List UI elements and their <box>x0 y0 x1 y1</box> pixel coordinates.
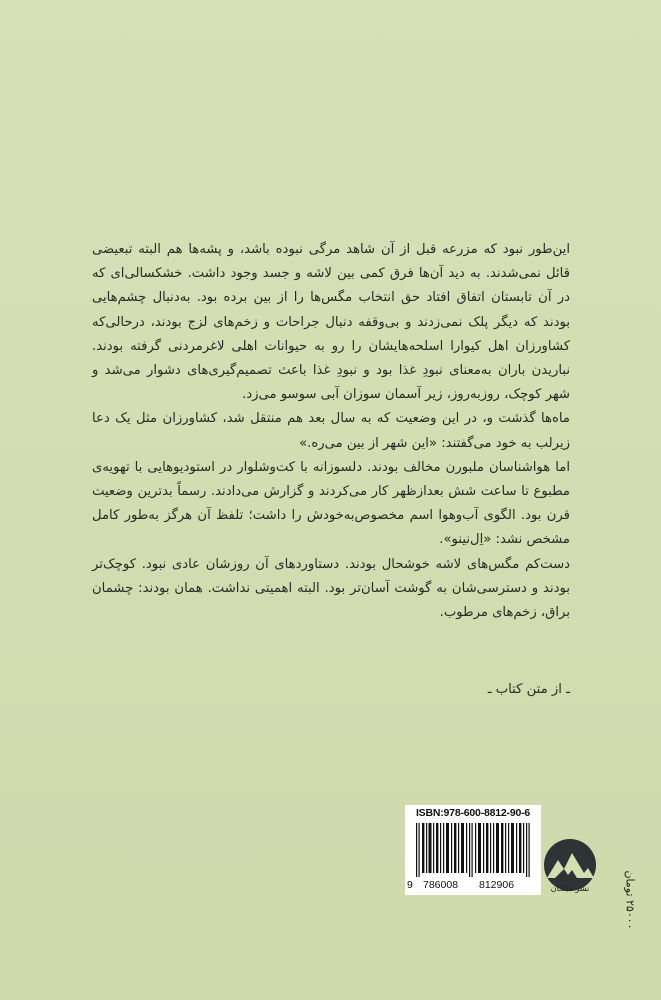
barcode-icon <box>415 823 533 877</box>
barcode-digits-left: 786008 <box>423 879 459 891</box>
publisher-name: نشر میلکان <box>550 884 590 893</box>
barcode-digits-right: 812906 <box>479 879 515 891</box>
price-text: ۲۵۰۰۰ تومان <box>623 870 637 930</box>
isbn-label: ISBN:978-600-8812-90-6 <box>415 807 531 819</box>
barcode-digit-lead: 9 <box>407 879 413 891</box>
excerpt-paragraph-1: این‌طور نبود که مزرعه قبل از آن شاهد مرگی نبوده باشد، و پشه‌ها هم البته تبعیضی قائل نمی‌شدند. به دید آن‌ها فرق کمی بین لاشه و جسد وجود داشت. خشکسالی‌ای که در آن تابستان اتفاق افتاد حق انتخاب مگس‌ها را از بین برده بود. به‌دنبال چشم‌هایی بودند که دیگر پلک نمی‌زدند و بی‌وقفه دنبال جراحات و زخم‌های لزج بودند، درحالی‌که کشاورزان اهل کیوارا اسلحه‌هایشان را رو به حیوانات اهلی لاغرمردنی گرفته بودند. نباریدن باران به‌معنای نبودِ غذا بود و نبودِ غذا باعث تصمیم‌گیری‌های دشوار می‌شد و شهر کوچک، روزبه‌روز، زیر آسمان سوزان آبی سوسو می‌زد. <box>92 242 570 403</box>
book-excerpt <box>92 238 570 625</box>
excerpt-paragraph-3: اما هواشناسان ملبورن مخالف بودند. دلسوزانه با کت‌وشلوار در استودیوهایی با تهویه‌ی مطبوع تا ساعت شش بعدازظهر کار می‌کردند و گزارش می‌دادند. رسماً بدترین وضعیت قرن بود. الگوی آب‌وهوا اسم مخصوص‌به‌خودش را داشت؛ تلفظ آن هرگز به‌طور کامل مشخص نشد: «اِل‌نینو». <box>92 459 570 548</box>
price-label <box>620 850 640 950</box>
excerpt-source: ـ از متن کتاب ـ <box>487 682 570 697</box>
excerpt-paragraph-2: ماه‌ها گذشت و، در این وضعیت که به سال بعد هم منتقل شد، کشاورزان مثل یک دعا زیرلب به خود می‌گفتند: «این شهر از بین می‌ره.» <box>92 411 570 451</box>
excerpt-paragraph-4: دست‌کم مگس‌های لاشه خوشحال بودند. دستاوردهای آن روزشان عادی نبود. کوچک‌تر بودند و دسترسی‌شان به گوشت آسان‌تر بود. البته اهمیتی نداشت. همان بودند: چشمان براق، زخم‌های مرطوب. <box>92 556 570 621</box>
barcode-block <box>405 805 541 895</box>
